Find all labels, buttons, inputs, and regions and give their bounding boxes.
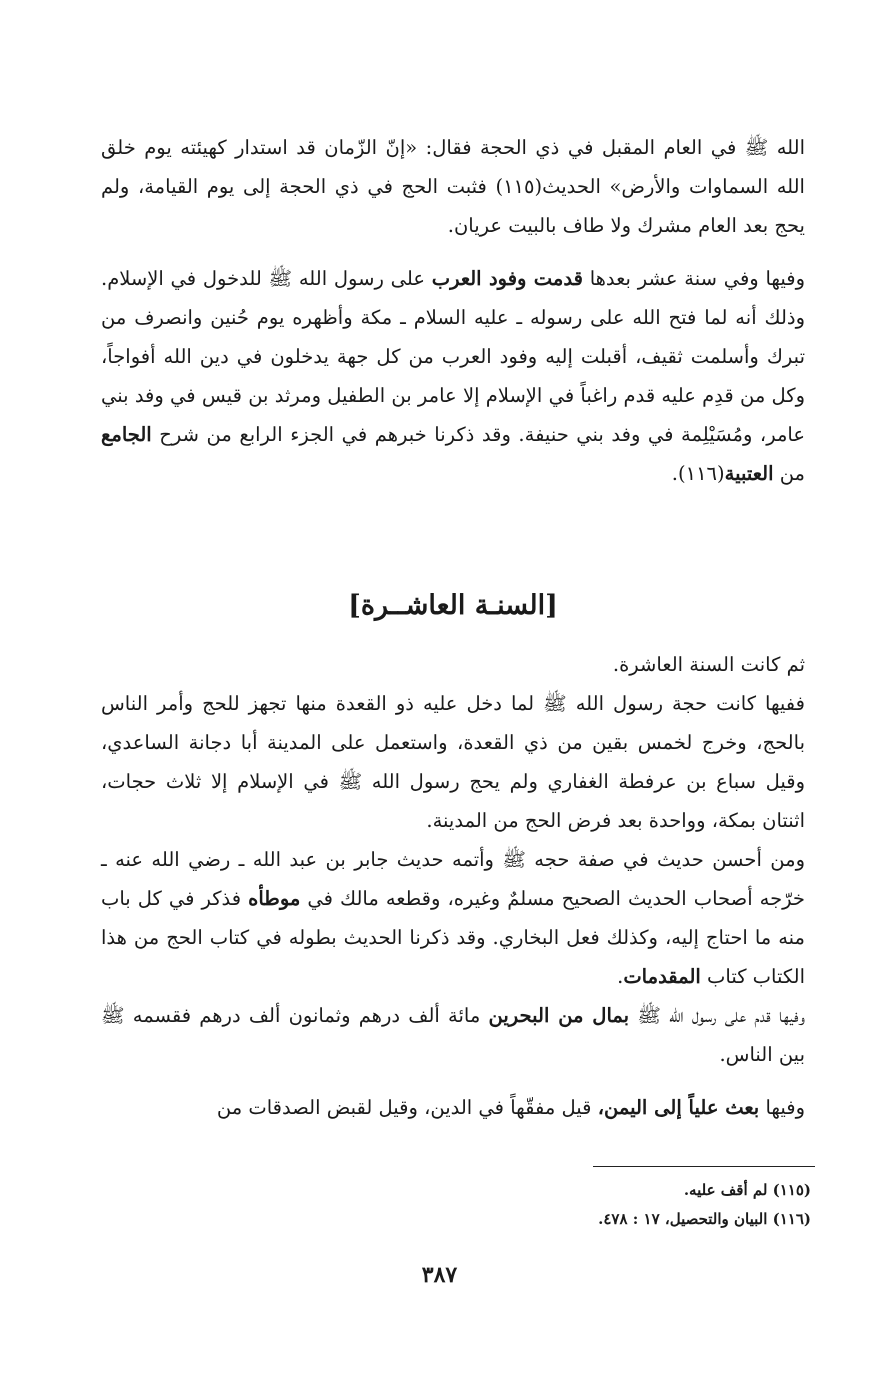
paragraph-bahrain-money: وفيها قدم على رسول الله ﷺ بمال من البحرين مائة ألف درهم وثمانون ألف درهم فقسمه ﷺ بين الناس. — [101, 1004, 806, 1066]
text-block-year-ten — [101, 645, 805, 1127]
footnote-115: (١١٥) لم أقف عليه. — [683, 1181, 811, 1199]
paragraph-ali-yemen: وفيها بعث علياً إلى اليمن، قيل مفقّهاً في الدين، وقيل لقبض الصدقات من — [216, 1096, 805, 1119]
paragraph-year-ten-intro: ثم كانت السنة العاشرة. — [612, 653, 805, 676]
paragraph-hajj-time: الله ﷺ في العام المقبل في ذي الحجة فقال: «إنّ الزّمان قد استدار كهيئته يوم خلق الله السماوات والأرض» الحديث(١١٥) فثبت الحج في ذي الحجة إلى يوم القيامة، ولم يحج بعد العام مشرك ولا طاف بالبيت عريان. — [101, 136, 805, 237]
footnote-divider — [593, 1166, 815, 1167]
emphasis-bahrain: بمال من البحرين — [488, 1004, 630, 1027]
emphasis-muqaddimat: المقدمات — [623, 965, 701, 988]
footnote-ref-116: (١١٦). — [671, 462, 725, 485]
section-heading: [السنـة العاشــرة] — [348, 590, 558, 621]
paragraph-jabir-hadith: ومن أحسن حديث في صفة حجه ﷺ وأتمه حديث جابر بن عبد الله ـ رضي الله عنه ـ خرّجه أصحاب الحديث الصحيح مسلمٌ وغيره، وقطعه مالك في موطأه فذكر في كل باب منه ما احتاج إليه، وكذلك فعل البخاري. وقد ذكرنا الحديث بطوله في كتاب الحج من هذا الكتاب كتاب المقدمات. — [101, 848, 805, 988]
emphasis-muwatta: موطأه — [248, 887, 301, 910]
emphasis-utbiyya: العتبية — [724, 462, 774, 485]
footnote-116: (١١٦) البيان والتحصيل، ١٧ : ٤٧٨. — [598, 1210, 811, 1228]
paragraph-delegations: وفيها وفي سنة عشر بعدها قدمت وفود العرب على رسول الله ﷺ للدخول في الإسلام. وذلك أنه لما فتح الله على رسوله ـ عليه السلام ـ مكة وأظهره يوم حُنين وانصرف من تبرك وأسلمت ثقيف، أقبلت إليه وفود العرب من كل جهة يدخلون في دين الله أفواجاً، وكل من قدِم عليه قدم راغباً في الإسلام إلا عامر بن الطفيل ومرثد بن قيس في وفد بني عامر، ومُسَيْلِمة في وفد بني حنيفة. وقد ذكرنا خبرهم في الجزء الرابع من شرح الجامع من العتبية(١١٦). — [101, 267, 805, 485]
page-number: ٣٨٧ — [421, 1262, 458, 1288]
emphasis-jami: الجامع — [101, 423, 152, 446]
text-block-top — [101, 128, 805, 493]
emphasis-ali-yemen: بعث علياً إلى اليمن، — [597, 1096, 760, 1119]
footnotes — [91, 1176, 811, 1234]
emphasis-delegations: قدمت وفود العرب — [431, 267, 583, 290]
paragraph-farewell-hajj: ففيها كانت حجة رسول الله ﷺ لما دخل عليه ذو القعدة منها تجهز للحج وأمر الناس بالحج، وخرج لخمس بقين من ذي القعدة، واستعمل على المدينة أبا دجانة الساعدي، وقيل سباع بن عرفطة الغفاري ولم يحج رسول الله ﷺ في الإسلام إلا ثلاث حجات، اثنتان بمكة، وواحدة بعد فرض الحج من المدينة. — [101, 692, 805, 832]
